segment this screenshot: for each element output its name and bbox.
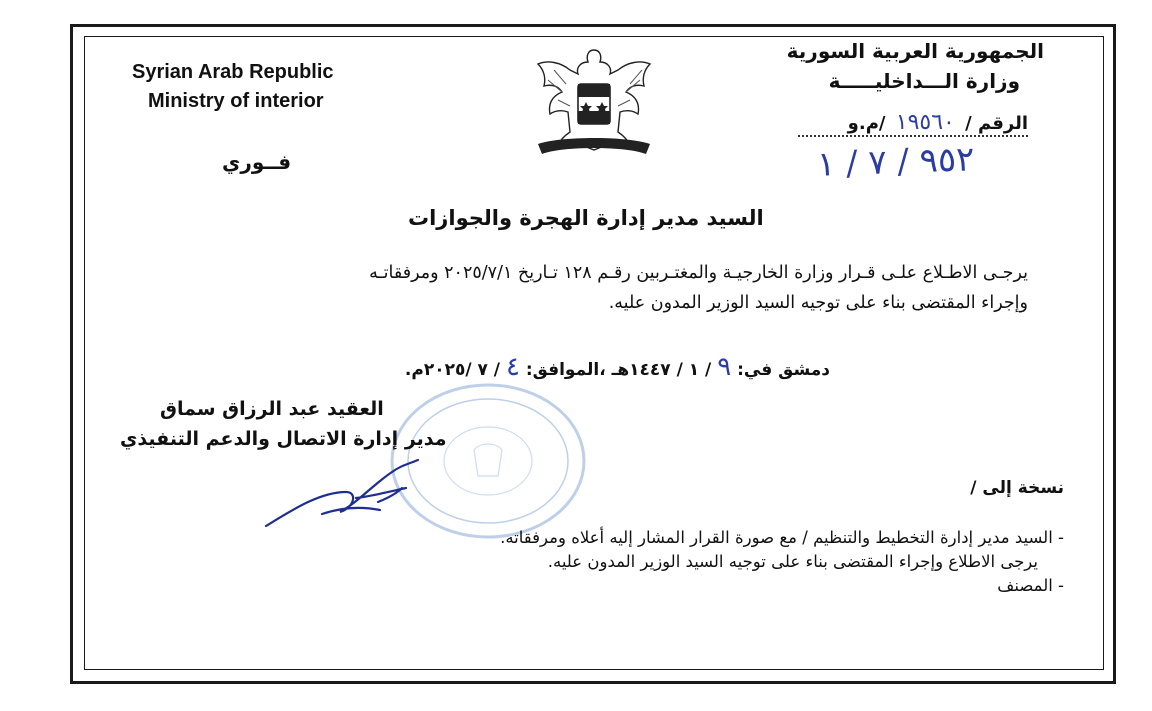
arabic-letterhead xyxy=(787,36,1044,96)
signatory-name: العقيد عبد الرزاق سماق xyxy=(160,398,384,420)
reference-number xyxy=(848,110,1028,135)
copies-list xyxy=(500,526,1064,598)
reference-suffix: /م.و xyxy=(847,113,886,134)
reference-underline xyxy=(798,135,1028,137)
reference-number-handwritten: ١٩٥٦٠ xyxy=(895,110,955,135)
handwritten-date: ٩٥٢ / ٧ / ١ xyxy=(815,139,975,185)
english-country: Syrian Arab Republic xyxy=(132,61,334,83)
signature xyxy=(262,452,430,534)
body-line: يرجـى الاطـلاع علـى قـرار وزارة الخارجيـة والمغتـربين رقـم ١٢٨ تـاريخ ٢٠٢٥/٧/١ ومرفقاتـه xyxy=(369,263,1028,283)
urgency-label: فــوري xyxy=(222,150,292,174)
emblem-eagle xyxy=(530,40,658,162)
date-line xyxy=(405,352,830,382)
copies-title: نسخة إلى / xyxy=(970,478,1064,498)
gregorian-date: / ٧ /٢٠٢٥م. xyxy=(404,360,501,380)
addressee: السيد مدير إدارة الهجرة والجوازات xyxy=(408,206,764,230)
copy-note: يرجى الاطلاع وإجراء المقتضى بناء على توجيه السيد الوزير المدون عليه. xyxy=(547,552,1038,571)
english-letterhead xyxy=(132,58,334,116)
letter-body xyxy=(369,258,1028,318)
date-place: دمشق في: xyxy=(737,360,830,380)
english-ministry: Ministry of interior xyxy=(148,90,324,112)
reference-label: الرقم / xyxy=(965,113,1028,134)
copy-recipient: - السيد مدير إدارة التخطيط والتنظيم / مع صورة القرار المشار إليه أعلاه ومرفقاته. xyxy=(500,528,1064,547)
hijri-day-handwritten: ٩ xyxy=(717,352,732,382)
arabic-ministry: وزارة الـــداخليـــــة xyxy=(828,69,1020,93)
signatory-title: مدير إدارة الاتصال والدعم التنفيذي xyxy=(120,428,447,450)
signatory xyxy=(120,394,460,454)
gregorian-day-handwritten: ٤ xyxy=(505,352,520,382)
body-line: وإجراء المقتضى بناء على توجيه السيد الوزير المدون عليه. xyxy=(608,293,1028,313)
copy-recipient: - المصنف xyxy=(997,576,1064,595)
hijri-date: / ١ / ١٤٤٧هـ ،الموافق: xyxy=(525,360,712,380)
arabic-country: الجمهورية العربية السورية xyxy=(786,39,1044,63)
